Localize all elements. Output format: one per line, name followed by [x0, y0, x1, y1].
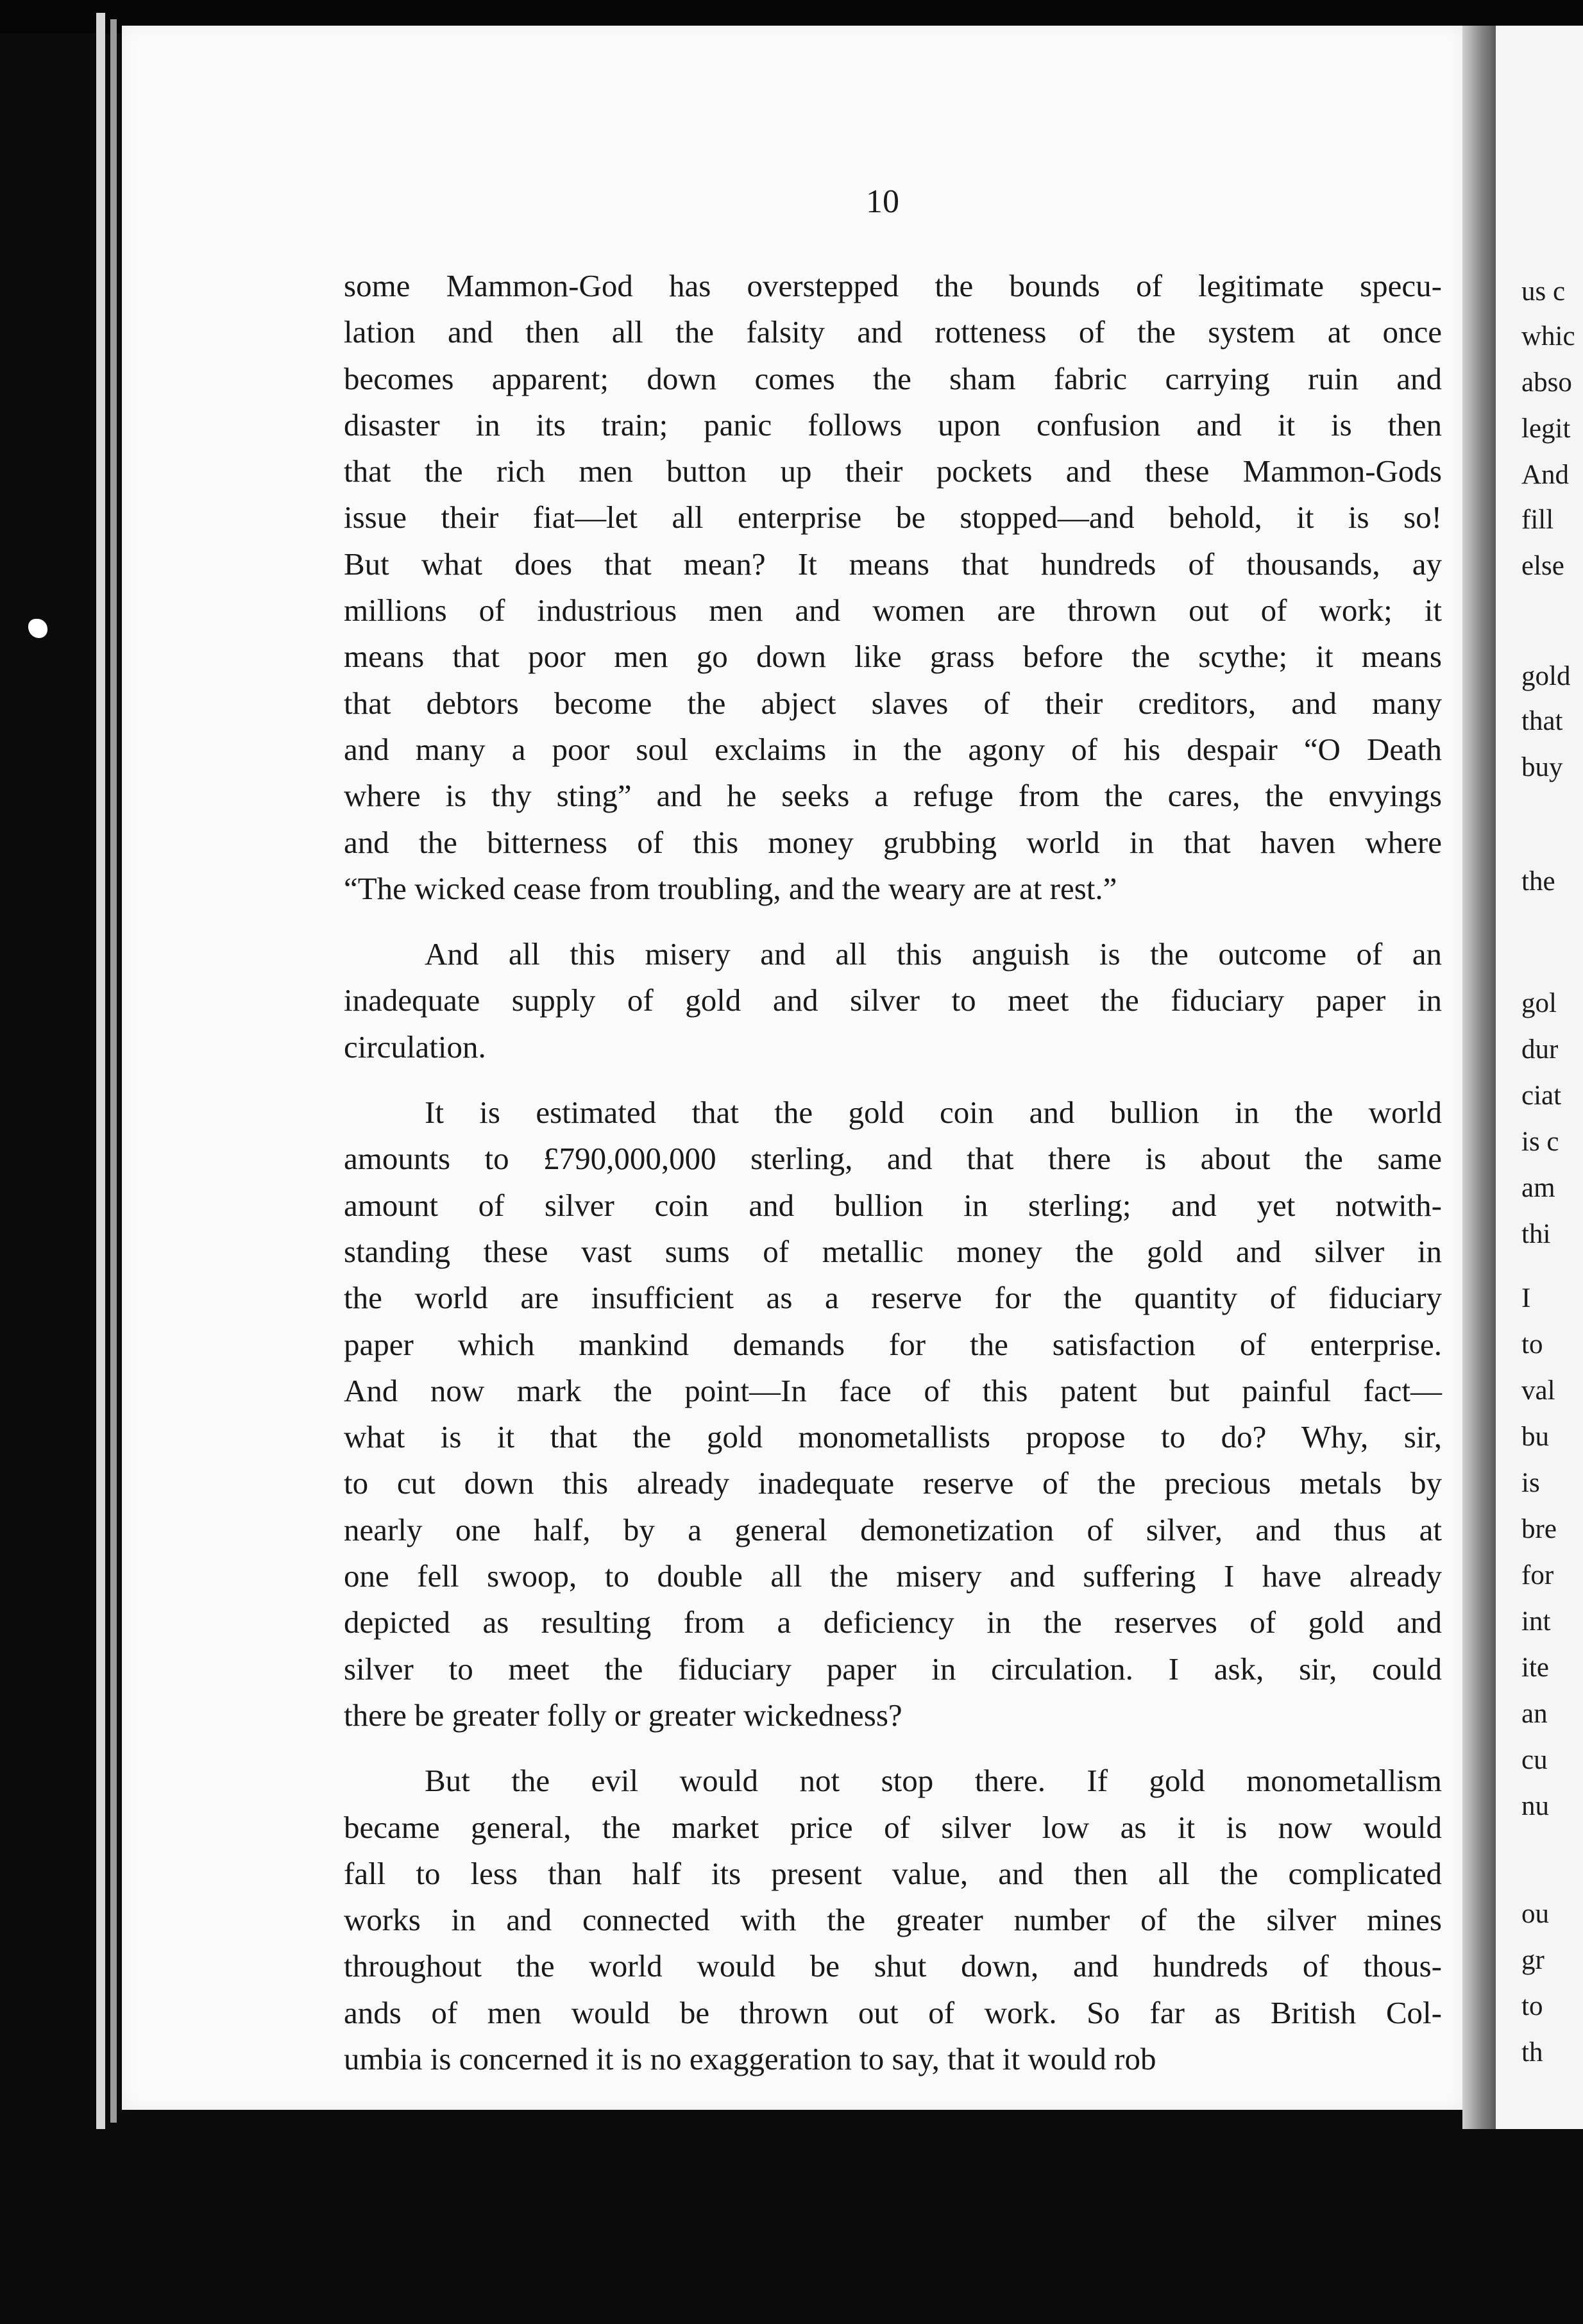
facing-page-fragment: fill [1521, 505, 1554, 535]
facing-page-fragment: us c [1521, 276, 1566, 307]
facing-page-fragment: else [1521, 551, 1564, 581]
facing-page-fragment: And [1521, 460, 1570, 490]
text-line: depicted as resulting from a deficiency in the reserves of gold and [344, 1604, 1442, 1640]
text-line: works in and connected with the greater number of the silver mines [344, 1902, 1442, 1938]
text-line: the world are insufficient as a reserve for the quantity of fiduciary [344, 1280, 1442, 1316]
text-line: disaster in its train; panic follows upon confusion and it is then [344, 407, 1442, 442]
facing-page-fragment: abso [1521, 367, 1572, 398]
facing-page-fragment: the [1521, 866, 1555, 897]
facing-page-fragment: an [1521, 1699, 1548, 1729]
facing-page-fragment: gr [1521, 1945, 1545, 1975]
facing-page-fragment: is [1521, 1468, 1540, 1498]
facing-page-fragment: gol [1521, 988, 1557, 1018]
facing-page-fragment: thi [1521, 1219, 1551, 1249]
text-line: that debtors become the abject slaves of their creditors, and many [344, 685, 1442, 721]
text-line: throughout the world would be shut down, and hundreds of thous- [344, 1948, 1442, 1984]
text-line: It is estimated that the gold coin and bullion in the world [425, 1095, 1442, 1131]
paragraph [344, 263, 1442, 912]
text-line: inadequate supply of gold and silver to meet the fiduciary paper in [344, 982, 1442, 1018]
facing-page-fragment: ciat [1521, 1081, 1562, 1111]
facing-page-fragment: ite [1521, 1653, 1549, 1683]
paragraph [344, 1090, 1442, 1739]
text-line: there be greater folly or greater wickedness? [344, 1697, 902, 1733]
facing-page-fragment: int [1521, 1606, 1551, 1637]
facing-page-fragment: cu [1521, 1745, 1548, 1775]
text-line: But what does that mean? It means that hundreds of thousands, ay [344, 546, 1442, 582]
text-line: amount of silver coin and bullion in sterling; and yet notwith- [344, 1187, 1442, 1223]
facing-page-fragment: ou [1521, 1899, 1549, 1929]
facing-page-fragment: gold [1521, 661, 1571, 691]
facing-page-fragment: that [1521, 706, 1563, 736]
text-line: where is thy sting” and he seeks a refuge from the cares, the envyings [344, 778, 1442, 814]
text-line: one fell swoop, to double all the misery and suffering I have already [344, 1558, 1442, 1594]
text-line: that the rich men button up their pockets and these Mammon-Gods [344, 453, 1442, 489]
paragraph-gap [344, 1739, 1442, 1758]
text-line: means that poor men go down like grass before the scythe; it means [344, 639, 1442, 675]
facing-page-fragment: for [1521, 1560, 1554, 1590]
text-line: silver to meet the fiduciary paper in circulation. I ask, sir, could [344, 1651, 1442, 1687]
stacked-page-edge-shadow [110, 19, 117, 2123]
text-line: fall to less than half its present value, and then all the complicated [344, 1855, 1442, 1891]
paragraph-gap [344, 1070, 1442, 1090]
scan-speck [28, 619, 47, 638]
text-line: becomes apparent; down comes the sham fabric carrying ruin and [344, 360, 1442, 396]
text-line: lation and then all the falsity and rotteness of the system at once [344, 314, 1442, 350]
text-line: millions of industrious men and women are thrown out of work; it [344, 593, 1442, 628]
facing-page-fragment: bre [1521, 1514, 1557, 1544]
facing-page-fragment: to [1521, 1329, 1543, 1360]
facing-page-fragment: buy [1521, 752, 1563, 782]
stacked-page-edge [96, 13, 105, 2129]
text-line: ands of men would be thrown out of work. So far as British Col- [344, 1994, 1442, 2030]
text-line: and many a poor soul exclaims in the agony of his despair “O Death [344, 731, 1442, 767]
text-line: nearly one half, by a general demonetization of silver, and thus at [344, 1511, 1442, 1547]
text-line: some Mammon-God has overstepped the bounds of legitimate specu- [344, 268, 1442, 303]
text-line: umbia is concerned it is no exaggeration to say, that it would rob [344, 2041, 1156, 2076]
facing-page-fragment: val [1521, 1376, 1555, 1406]
facing-page-fragment: nu [1521, 1791, 1549, 1821]
facing-page-fragment: am [1521, 1173, 1555, 1203]
text-line: circulation. [344, 1029, 486, 1065]
text-line: And all this misery and all this anguish is the outcome of an [425, 936, 1442, 972]
facing-page-edge [1496, 26, 1583, 2129]
paragraph [344, 931, 1442, 1070]
facing-page-fragment: th [1521, 2037, 1543, 2067]
text-line: But the evil would not stop there. If gold monometallism [425, 1763, 1442, 1799]
text-line: And now mark the point—In face of this patent but painful fact— [344, 1372, 1442, 1408]
text-line: issue their fiat—let all enterprise be stopped—and behold, it is so! [344, 500, 1442, 535]
facing-page-fragment: legit [1521, 414, 1571, 444]
book-gutter [1462, 26, 1496, 2129]
text-line: “The wicked cease from troubling, and the weary are at rest.” [344, 870, 1117, 906]
facing-page-fragment: bu [1521, 1422, 1549, 1452]
text-line: paper which mankind demands for the satisfaction of enterprise. [344, 1326, 1442, 1362]
body-text [344, 263, 1442, 2082]
text-line: became general, the market price of silver low as it is now would [344, 1809, 1442, 1845]
text-line: to cut down this already inadequate reserve of the precious metals by [344, 1465, 1442, 1501]
facing-page-fragment: is c [1521, 1127, 1559, 1157]
text-line: what is it that the gold monometallists propose to do? Why, sir, [344, 1419, 1442, 1455]
page-number: 10 [866, 183, 899, 220]
facing-page-fragment: I [1521, 1283, 1531, 1313]
paragraph [344, 1758, 1442, 2082]
facing-page-fragment: whic [1521, 321, 1575, 351]
facing-page-fragment: to [1521, 1991, 1543, 2021]
paragraph-gap [344, 912, 1442, 931]
text-line: amounts to £790,000,000 sterling, and that there is about the same [344, 1141, 1442, 1177]
text-line: and the bitterness of this money grubbing world in that haven where [344, 824, 1442, 860]
facing-page-fragment: dur [1521, 1034, 1559, 1065]
text-line: standing these vast sums of metallic money the gold and silver in [344, 1233, 1442, 1269]
